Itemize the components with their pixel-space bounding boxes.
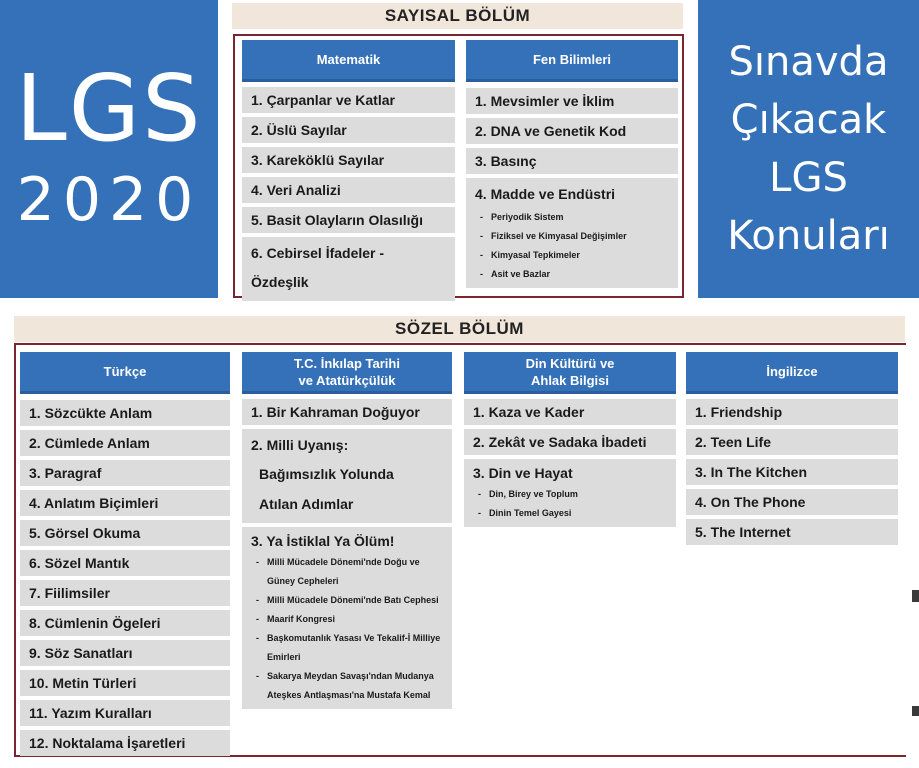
list-item: 11. Yazım Kuralları: [20, 700, 230, 726]
edge-mark: [912, 706, 919, 716]
turkce-column: [20, 352, 230, 756]
header-line: Ahlak Bilgisi: [530, 372, 610, 388]
list-item: 7. Fiilimsiler: [20, 580, 230, 606]
list-item-title: 4. Madde ve Endüstri: [475, 186, 616, 202]
sub-topic: - Sakarya Meydan Savaşı'ndan Mudanya Ateşkes Antlaşması'na Mustafa Kemal: [251, 667, 442, 705]
inkilap-tarihi-header: [242, 352, 452, 394]
fen-bilimleri-header: Fen Bilimleri: [466, 40, 678, 82]
list-item: [242, 527, 452, 709]
header-line: Din Kültürü ve: [525, 355, 615, 371]
sayisal-section-title: SAYISAL BÖLÜM: [232, 3, 683, 29]
list-item: 4. On The Phone: [686, 489, 898, 515]
headline-line-2: Çıkacak: [730, 97, 887, 143]
fen-bilimleri-column: [466, 40, 678, 288]
headline-line-3: LGS: [769, 155, 848, 201]
list-item: 1. Kaza ve Kader: [464, 399, 676, 425]
list-item: 3. In The Kitchen: [686, 459, 898, 485]
list-item: 5. Görsel Okuma: [20, 520, 230, 546]
list-item: 1. Friendship: [686, 399, 898, 425]
sub-topic: - Kimyasal Tepkimeler: [475, 246, 672, 265]
list-item: 2. DNA ve Genetik Kod: [466, 118, 678, 144]
list-item: 3. Kareköklü Sayılar: [242, 147, 455, 173]
list-item-line: Özdeşlik: [251, 274, 309, 290]
sub-topic: - Milli Mücadele Dönemi'nde Batı Cephesi: [251, 591, 442, 610]
list-item: 6. Sözel Mantık: [20, 550, 230, 576]
turkce-header: Türkçe: [20, 352, 230, 394]
list-item: 1. Çarpanlar ve Katlar: [242, 87, 455, 113]
list-item: 4. Veri Analizi: [242, 177, 455, 203]
list-item: 1. Bir Kahraman Doğuyor: [242, 399, 452, 425]
list-item: 4. Anlatım Biçimleri: [20, 490, 230, 516]
ingilizce-column: [686, 352, 898, 545]
list-item: 10. Metin Türleri: [20, 670, 230, 696]
header-line: T.C. İnkılap Tarihi: [294, 355, 400, 371]
matematik-column: [242, 40, 455, 301]
logo-year-text: 2020: [16, 165, 202, 235]
sozel-section-title: SÖZEL BÖLÜM: [14, 316, 905, 342]
list-item: 2. Üslü Sayılar: [242, 117, 455, 143]
list-item: [466, 178, 678, 288]
sub-topic: - Maarif Kongresi: [251, 610, 442, 629]
matematik-header: Matematik: [242, 40, 455, 82]
list-item: 1. Sözcükte Anlam: [20, 400, 230, 426]
list-item-line: Bağımsızlık Yolunda: [259, 466, 394, 482]
header-line: ve Atatürkçülük: [298, 372, 396, 388]
headline-line-1: Sınavda: [728, 39, 889, 85]
list-item: 3. Basınç: [466, 148, 678, 174]
logo-lgs-text: LGS: [15, 55, 203, 162]
edge-mark: [912, 590, 919, 602]
list-item: 1. Mevsimler ve İklim: [466, 88, 678, 114]
list-item: [242, 429, 452, 523]
lgs-2020-logo: [0, 0, 218, 298]
sub-topic: - Din, Birey ve Toplum: [473, 485, 670, 504]
din-kulturu-header: [464, 352, 676, 394]
list-item: 2. Teen Life: [686, 429, 898, 455]
sub-topic: - Dinin Temel Gayesi: [473, 504, 670, 523]
list-item: 3. Paragraf: [20, 460, 230, 486]
list-item-line: 2. Milli Uyanış:: [251, 437, 349, 453]
sub-topic: - Fiziksel ve Kimyasal Değişimler: [475, 227, 672, 246]
list-item: 2. Cümlede Anlam: [20, 430, 230, 456]
list-item: [464, 459, 676, 527]
ingilizce-header: İngilizce: [686, 352, 898, 394]
list-item: [242, 237, 455, 301]
list-item: 8. Cümlenin Ögeleri: [20, 610, 230, 636]
headline-box: [698, 0, 919, 298]
sub-topic: - Periyodik Sistem: [475, 208, 672, 227]
list-item-line: 6. Cebirsel İfadeler -: [251, 245, 385, 261]
sub-topic: - Başkomutanlık Yasası Ve Tekalif-İ Milliye Emirleri: [251, 629, 442, 667]
list-item: 5. Basit Olayların Olasılığı: [242, 207, 455, 233]
din-kulturu-column: [464, 352, 676, 527]
list-item: 5. The Internet: [686, 519, 898, 545]
sub-topic: - Milli Mücadele Dönemi'nde Doğu ve Güney Cepheleri: [251, 553, 442, 591]
list-item-title: 3. Din ve Hayat: [473, 465, 573, 481]
list-item: 9. Söz Sanatları: [20, 640, 230, 666]
headline-line-4: Konuları: [727, 213, 890, 259]
list-item-title: 3. Ya İstiklal Ya Ölüm!: [251, 533, 395, 549]
sub-topic: - Asit ve Bazlar: [475, 265, 672, 284]
list-item: 12. Noktalama İşaretleri: [20, 730, 230, 756]
list-item: 2. Zekât ve Sadaka İbadeti: [464, 429, 676, 455]
inkilap-tarihi-column: [242, 352, 452, 709]
list-item-line: Atılan Adımlar: [259, 496, 354, 512]
